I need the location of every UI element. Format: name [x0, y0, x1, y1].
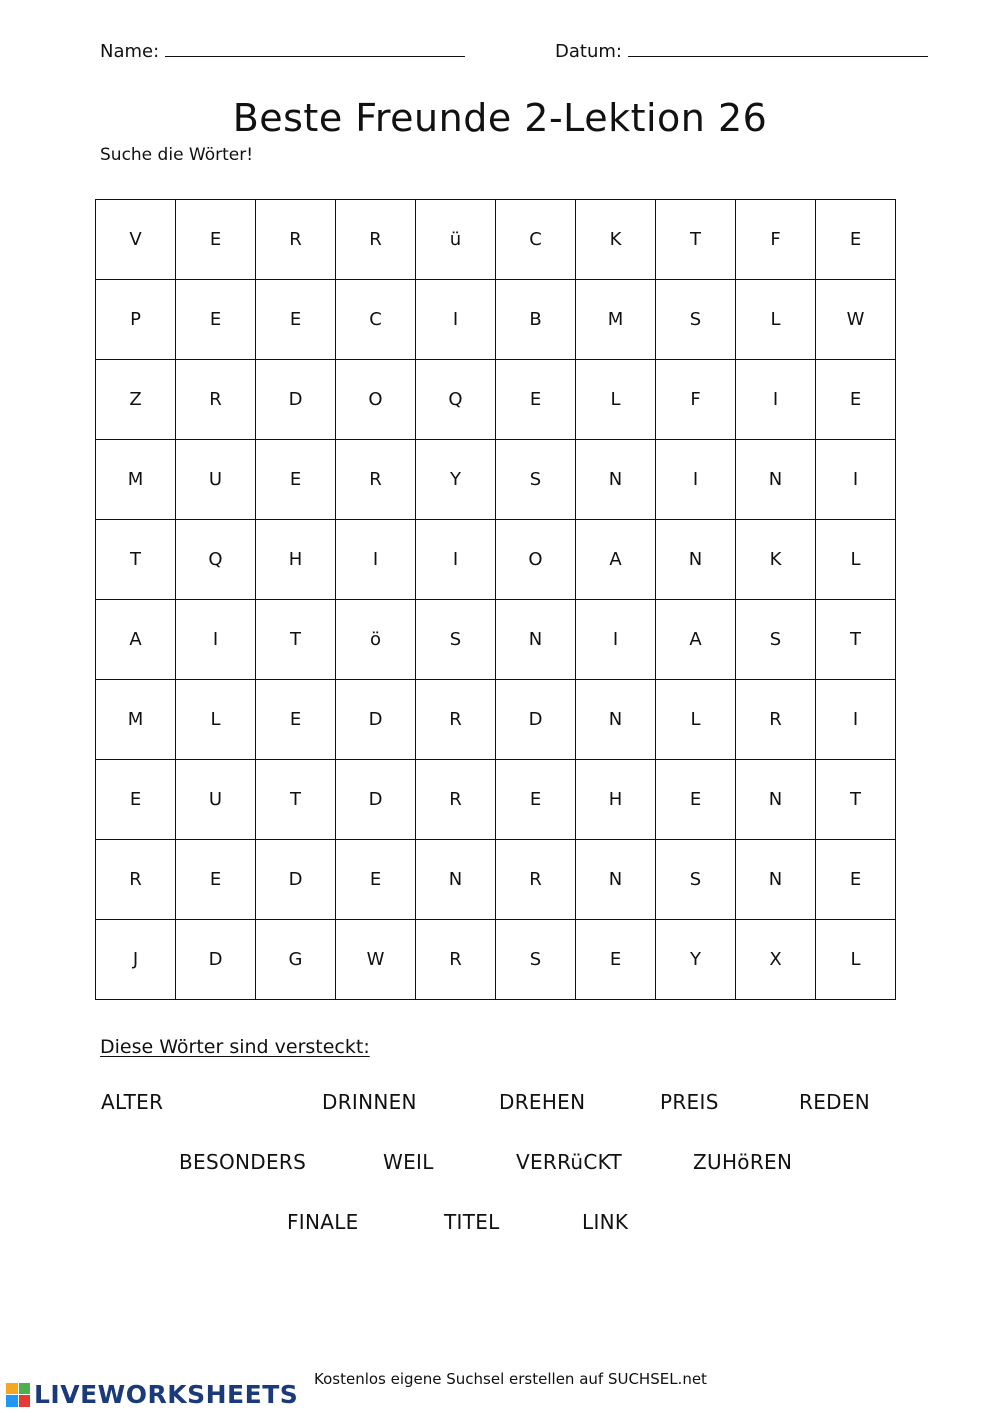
grid-cell[interactable]: C: [496, 200, 576, 280]
hidden-word: BESONDERS: [179, 1150, 307, 1174]
grid-cell[interactable]: V: [96, 200, 176, 280]
logo-square: [19, 1383, 31, 1395]
grid-cell[interactable]: N: [736, 760, 816, 840]
grid-cell[interactable]: T: [656, 200, 736, 280]
grid-cell[interactable]: L: [656, 680, 736, 760]
grid-cell[interactable]: Y: [656, 920, 736, 1000]
grid-cell[interactable]: D: [256, 840, 336, 920]
grid-cell[interactable]: E: [256, 440, 336, 520]
grid-cell[interactable]: E: [256, 680, 336, 760]
logo-mark-icon: [6, 1383, 30, 1407]
grid-cell[interactable]: G: [256, 920, 336, 1000]
logo-text: LIVEWORKSHEETS: [34, 1380, 299, 1409]
grid-cell[interactable]: S: [496, 920, 576, 1000]
grid-cell[interactable]: R: [416, 680, 496, 760]
grid-cell[interactable]: E: [576, 920, 656, 1000]
grid-cell[interactable]: E: [656, 760, 736, 840]
footer-note: Kostenlos eigene Suchsel erstellen auf SUCHSEL.net: [314, 1370, 707, 1388]
name-blank-line[interactable]: [165, 38, 465, 57]
hidden-word: TITEL: [444, 1210, 500, 1234]
grid-row: [96, 760, 896, 840]
grid-cell[interactable]: R: [176, 360, 256, 440]
word-search-grid: [95, 199, 896, 1000]
grid-cell[interactable]: L: [816, 920, 896, 1000]
grid-cell[interactable]: I: [336, 520, 416, 600]
grid-cell[interactable]: K: [736, 520, 816, 600]
grid-cell[interactable]: B: [496, 280, 576, 360]
grid-cell[interactable]: S: [656, 840, 736, 920]
grid-cell[interactable]: D: [336, 760, 416, 840]
grid-row: [96, 520, 896, 600]
grid-cell[interactable]: U: [176, 760, 256, 840]
grid-cell[interactable]: L: [176, 680, 256, 760]
grid-cell[interactable]: K: [576, 200, 656, 280]
grid-cell[interactable]: I: [656, 440, 736, 520]
grid-cell[interactable]: C: [336, 280, 416, 360]
grid-cell[interactable]: A: [96, 600, 176, 680]
grid-cell[interactable]: E: [176, 200, 256, 280]
page-title: Beste Freunde 2-Lektion 26: [232, 96, 768, 140]
hidden-words-heading: Diese Wörter sind versteckt:: [100, 1036, 370, 1058]
grid-cell[interactable]: N: [416, 840, 496, 920]
grid-cell[interactable]: F: [736, 200, 816, 280]
grid-cell[interactable]: I: [816, 680, 896, 760]
grid-cell[interactable]: S: [736, 600, 816, 680]
hidden-word: PREIS: [660, 1090, 719, 1114]
grid-cell[interactable]: H: [256, 520, 336, 600]
date-label: Datum:: [555, 41, 622, 62]
hidden-word: FINALE: [287, 1210, 359, 1234]
hidden-word: ALTER: [101, 1090, 164, 1114]
grid-cell[interactable]: L: [736, 280, 816, 360]
grid-row: [96, 440, 896, 520]
grid-row: [96, 600, 896, 680]
grid-cell[interactable]: N: [576, 680, 656, 760]
date-blank-line[interactable]: [628, 38, 928, 57]
grid-cell[interactable]: N: [736, 440, 816, 520]
grid-cell[interactable]: E: [336, 840, 416, 920]
grid-cell[interactable]: H: [576, 760, 656, 840]
grid-cell[interactable]: I: [736, 360, 816, 440]
grid-cell[interactable]: M: [576, 280, 656, 360]
hidden-word: VERRüCKT: [516, 1150, 623, 1174]
grid-cell[interactable]: D: [256, 360, 336, 440]
grid-cell[interactable]: O: [336, 360, 416, 440]
grid-cell[interactable]: R: [336, 440, 416, 520]
grid-cell[interactable]: T: [816, 600, 896, 680]
grid-cell[interactable]: E: [256, 280, 336, 360]
grid-row: [96, 840, 896, 920]
grid-cell[interactable]: E: [176, 840, 256, 920]
grid-cell[interactable]: ü: [416, 200, 496, 280]
grid-cell[interactable]: W: [336, 920, 416, 1000]
grid-cell[interactable]: E: [96, 760, 176, 840]
name-label: Name:: [100, 41, 160, 62]
grid-cell[interactable]: E: [816, 360, 896, 440]
grid-cell[interactable]: S: [656, 280, 736, 360]
logo-square: [6, 1395, 18, 1407]
grid-cell[interactable]: E: [816, 200, 896, 280]
grid-cell[interactable]: D: [496, 680, 576, 760]
grid-cell[interactable]: R: [496, 840, 576, 920]
logo-square: [19, 1395, 31, 1407]
grid-cell[interactable]: E: [496, 760, 576, 840]
grid-cell[interactable]: S: [416, 600, 496, 680]
hidden-word: WEIL: [383, 1150, 434, 1174]
grid-cell[interactable]: I: [576, 600, 656, 680]
grid-cell[interactable]: M: [96, 440, 176, 520]
grid-cell[interactable]: R: [416, 760, 496, 840]
grid-cell[interactable]: M: [96, 680, 176, 760]
hidden-word: ZUHöREN: [693, 1150, 793, 1174]
grid-cell[interactable]: I: [416, 520, 496, 600]
grid-cell[interactable]: Q: [416, 360, 496, 440]
grid-cell[interactable]: T: [256, 600, 336, 680]
grid-row: [96, 360, 896, 440]
grid-cell[interactable]: R: [416, 920, 496, 1000]
logo-square: [6, 1383, 18, 1395]
grid-cell[interactable]: R: [256, 200, 336, 280]
grid-cell[interactable]: S: [496, 440, 576, 520]
date-field[interactable]: [555, 38, 928, 62]
grid-cell[interactable]: P: [96, 280, 176, 360]
grid-cell[interactable]: N: [656, 520, 736, 600]
hidden-word: REDEN: [799, 1090, 871, 1114]
grid-cell[interactable]: N: [576, 440, 656, 520]
grid-cell[interactable]: I: [816, 440, 896, 520]
grid-cell[interactable]: U: [176, 440, 256, 520]
grid-cell[interactable]: N: [576, 840, 656, 920]
grid-cell[interactable]: N: [496, 600, 576, 680]
grid-cell[interactable]: N: [736, 840, 816, 920]
hidden-word: LINK: [582, 1210, 629, 1234]
grid-cell[interactable]: D: [336, 680, 416, 760]
grid-cell[interactable]: Z: [96, 360, 176, 440]
grid-cell[interactable]: Q: [176, 520, 256, 600]
grid-cell[interactable]: D: [176, 920, 256, 1000]
grid-cell[interactable]: ö: [336, 600, 416, 680]
grid-cell[interactable]: E: [496, 360, 576, 440]
grid-cell[interactable]: I: [416, 280, 496, 360]
grid-cell[interactable]: F: [656, 360, 736, 440]
grid-cell[interactable]: R: [336, 200, 416, 280]
instruction-text: Suche die Wörter!: [100, 145, 254, 165]
grid-cell[interactable]: J: [96, 920, 176, 1000]
grid-cell[interactable]: O: [496, 520, 576, 600]
grid-cell[interactable]: T: [816, 760, 896, 840]
grid-cell[interactable]: L: [576, 360, 656, 440]
liveworksheets-logo: [6, 1380, 298, 1409]
grid-cell[interactable]: I: [176, 600, 256, 680]
hidden-word: DREHEN: [499, 1090, 586, 1114]
grid-row: [96, 680, 896, 760]
grid-cell[interactable]: E: [176, 280, 256, 360]
grid-cell[interactable]: X: [736, 920, 816, 1000]
grid-row: [96, 920, 896, 1000]
grid-cell[interactable]: A: [656, 600, 736, 680]
grid-cell[interactable]: R: [96, 840, 176, 920]
grid-row: [96, 200, 896, 280]
grid-cell[interactable]: T: [96, 520, 176, 600]
grid-cell[interactable]: L: [816, 520, 896, 600]
name-field[interactable]: [100, 38, 465, 62]
hidden-word: DRINNEN: [322, 1090, 417, 1114]
grid-row: [96, 280, 896, 360]
grid-cell[interactable]: W: [816, 280, 896, 360]
grid-cell[interactable]: R: [736, 680, 816, 760]
grid-cell[interactable]: Y: [416, 440, 496, 520]
grid-cell[interactable]: T: [256, 760, 336, 840]
grid-cell[interactable]: E: [816, 840, 896, 920]
grid-cell[interactable]: A: [576, 520, 656, 600]
